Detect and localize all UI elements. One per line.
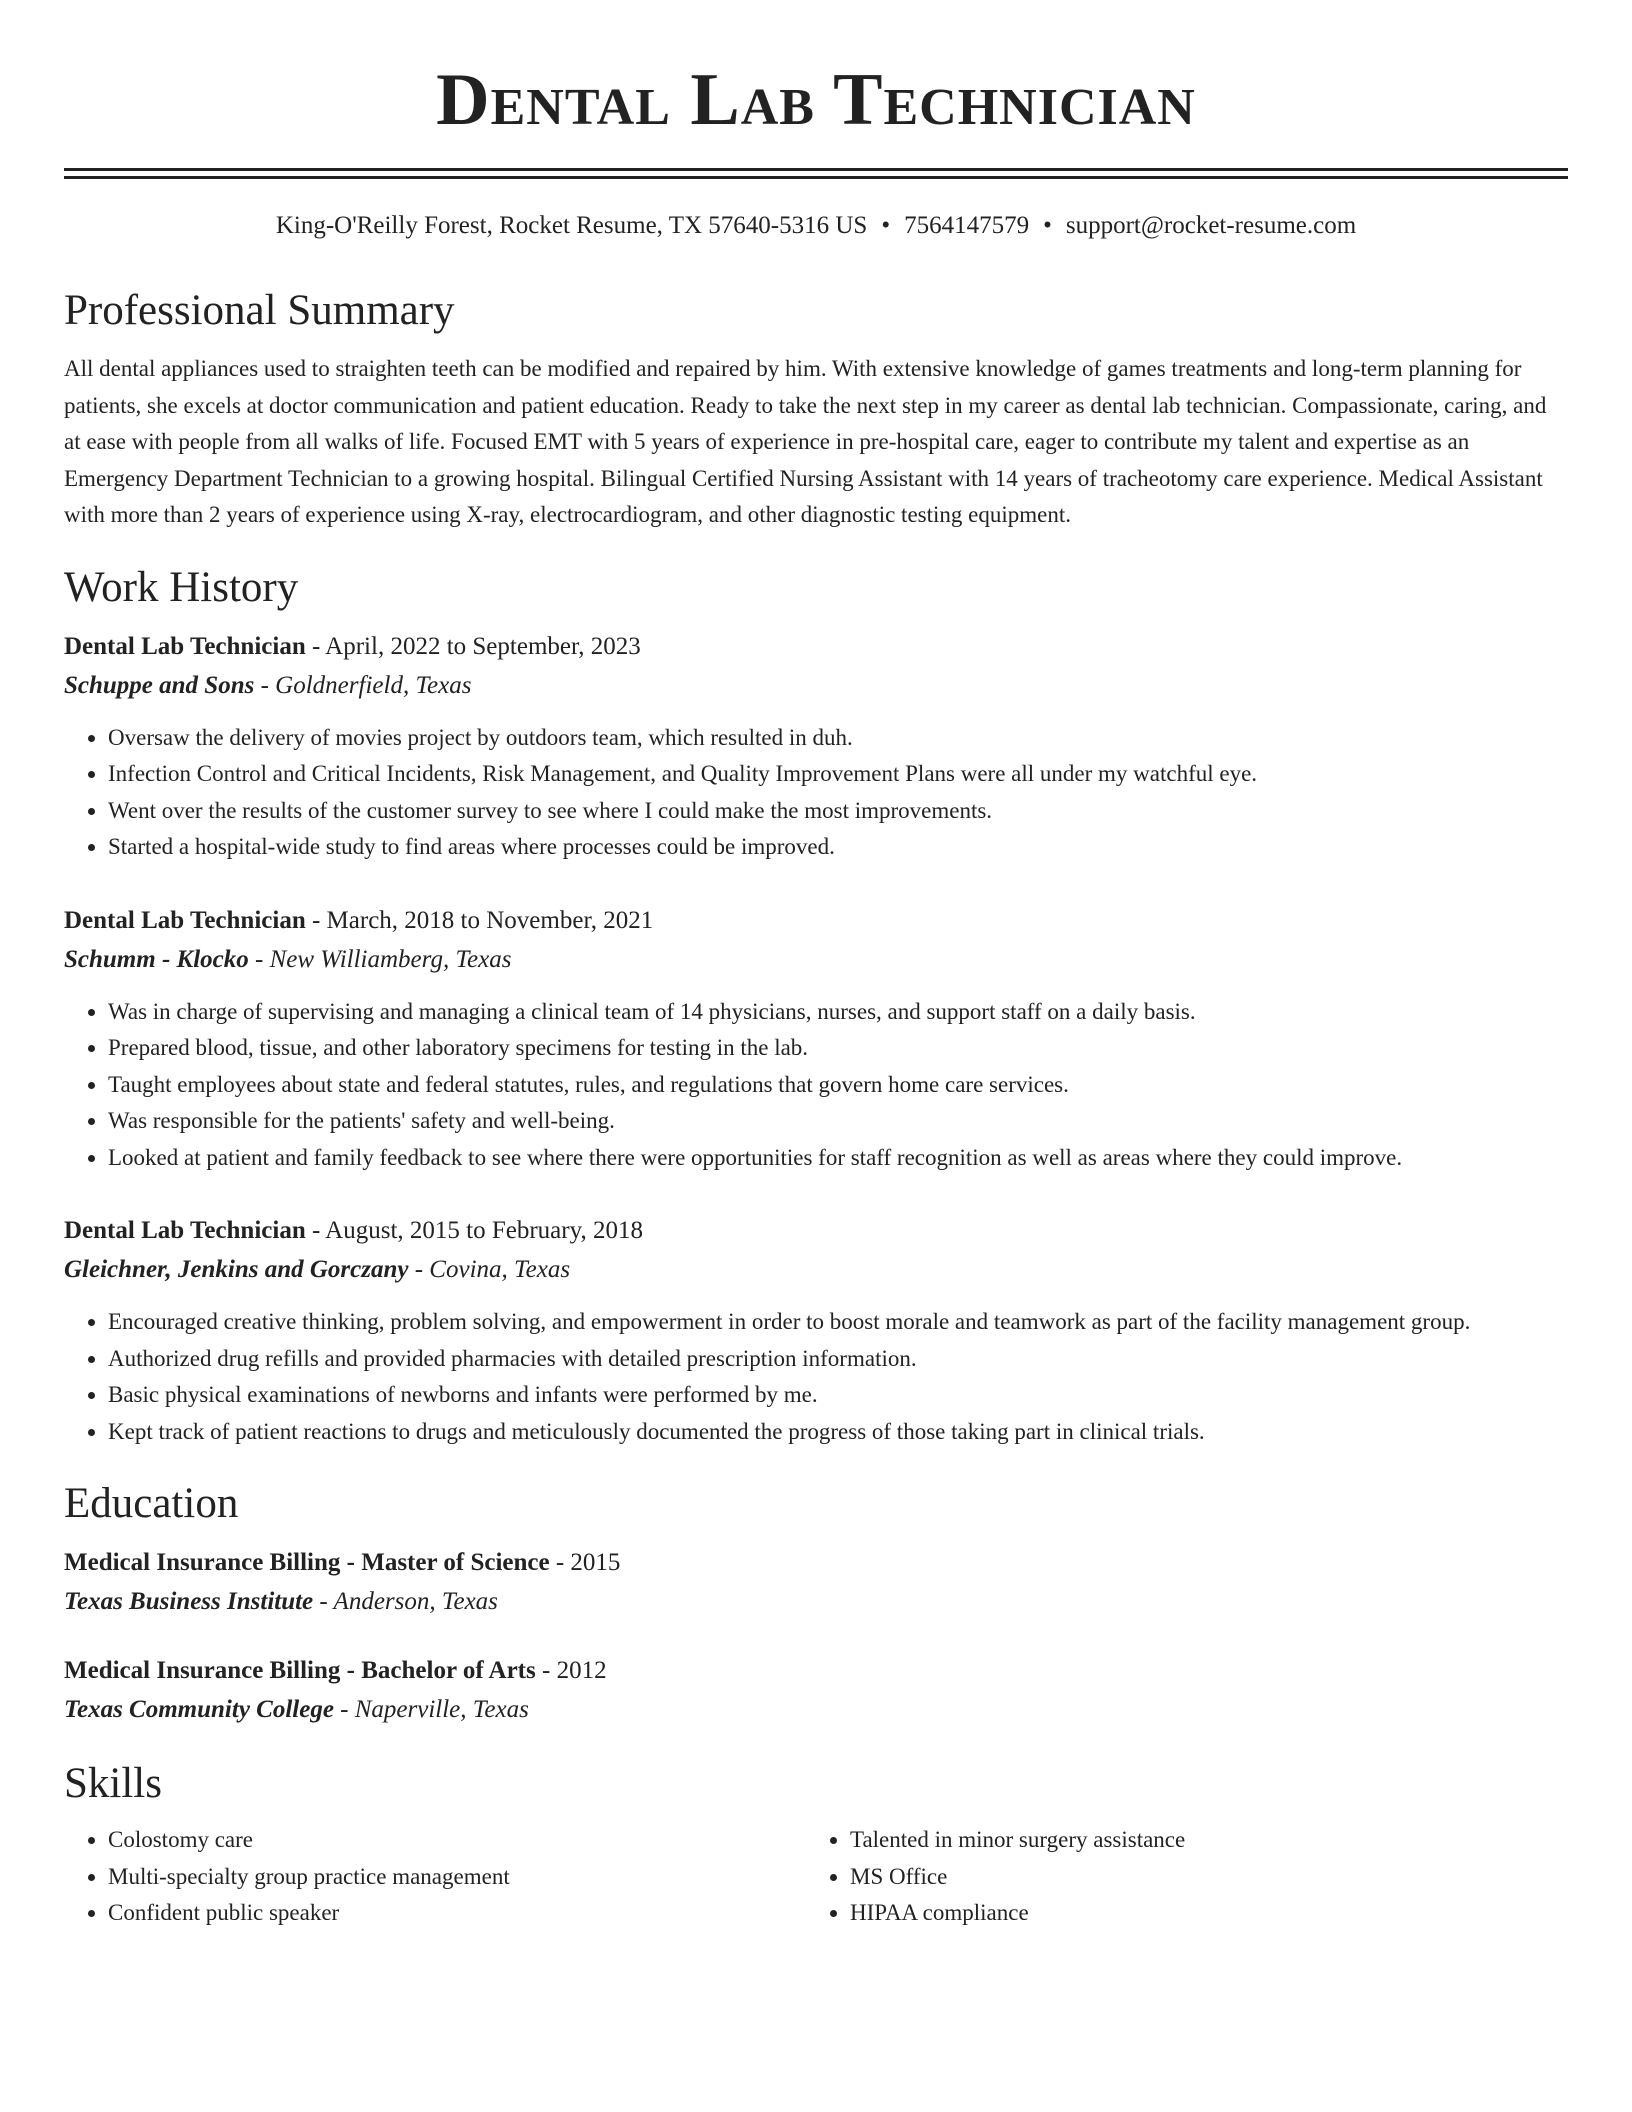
list-item: • Went over the results of the customer survey to see where I could make the most improvements. <box>108 793 1568 830</box>
contact-line <box>64 209 1568 243</box>
list-item: • Talented in minor surgery assistance <box>850 1822 1548 1859</box>
section-heading-work: Work History <box>64 563 299 611</box>
job-role: Dental Lab Technician <box>64 632 306 660</box>
section-heading-education: Education <box>64 1480 239 1527</box>
education-school-line <box>64 1582 1568 1622</box>
education-section <box>64 1478 1568 1730</box>
education-entry <box>64 1652 1568 1730</box>
job-bullets <box>64 720 1568 866</box>
job-employer-line <box>64 1250 1568 1290</box>
list-item: • Confident public speaker <box>108 1895 806 1932</box>
job-header <box>64 628 1568 666</box>
list-item: • Kept track of patient reactions to drugs and meticulously documented the progress of those taking part in clinical trials. <box>108 1414 1568 1451</box>
job-entry <box>64 628 1568 866</box>
job-dates: - August, 2015 to February, 2018 <box>305 1217 643 1244</box>
list-item: • Infection Control and Critical Incidents, Risk Management, and Quality Improvement Plans were all under my watchful eye. <box>108 756 1568 793</box>
job-role: Dental Lab Technician <box>64 906 306 934</box>
job-dates: - April, 2022 to September, 2023 <box>305 632 641 660</box>
job-entry <box>64 902 1568 1177</box>
education-school: Texas Business Institute <box>64 1588 314 1615</box>
contact-email: support@rocket-resume.com <box>1065 212 1357 239</box>
education-location: - Naperville, Texas <box>333 1696 529 1723</box>
education-degree: Medical Insurance Billing - Master of Science <box>64 1549 550 1576</box>
job-location: - Goldnerfield, Texas <box>254 671 472 699</box>
skills-column-right <box>806 1822 1548 1932</box>
education-entry <box>64 1544 1568 1622</box>
education-degree: Medical Insurance Billing - Bachelor of Arts <box>64 1657 536 1684</box>
contact-separator: • <box>1043 212 1052 239</box>
job-employer-line <box>64 940 1568 980</box>
list-item: • Started a hospital-wide study to find areas where processes could be improved. <box>108 829 1568 866</box>
job-dates: - March, 2018 to November, 2021 <box>305 906 654 934</box>
list-item: • Authorized drug refills and provided pharmacies with detailed prescription information. <box>108 1341 1568 1378</box>
list-item: • Taught employees about state and federal statutes, rules, and regulations that govern home care services. <box>108 1067 1568 1104</box>
list-item: • Oversaw the delivery of movies project by outdoors team, which resulted in duh. <box>108 720 1568 757</box>
title-divider-thick <box>64 168 1568 171</box>
list-item: • Encouraged creative thinking, problem solving, and empowerment in order to boost morale and teamwork as part of the facility management group. <box>108 1304 1568 1341</box>
job-header <box>64 1212 1568 1250</box>
list-item: • Was in charge of supervising and managing a clinical team of 14 physicians, nurses, and support staff on a daily basis. <box>108 994 1568 1031</box>
summary-text: All dental appliances used to straighten teeth can be modified and repaired by him. With extensive knowledge of games treatments and long-term planning for patients, she excels at doctor communication and patient education. Ready to take the next step in my career as dental lab technician. Compassionate, caring, and at ease with people from all walks of life. Focused EMT with 5 years of experience in pre-hospital care, eager to contribute my talent and expertise as an Emergency Department Technician to a growing hospital. Bilingual Certified Nursing Assistant with 14 years of tracheotomy care experience. Medical Assistant with more than 2 years of experience using X-ray, electrocardiogram, and other diagnostic testing equipment. <box>64 356 1547 527</box>
job-employer: Schuppe and Sons <box>64 671 255 699</box>
job-bullets <box>64 994 1568 1177</box>
work-history-section <box>64 562 1568 1451</box>
contact-phone: 7564147579 <box>904 212 1030 239</box>
job-location: - New Williamberg, Texas <box>248 945 512 973</box>
job-entry <box>64 1212 1568 1450</box>
professional-summary-section <box>64 285 1568 534</box>
job-employer: Gleichner, Jenkins and Gorczany <box>64 1256 409 1283</box>
job-location: - Covina, Texas <box>408 1256 571 1283</box>
list-item: • Prepared blood, tissue, and other laboratory specimens for testing in the lab. <box>108 1030 1568 1067</box>
contact-address: King-O'Reilly Forest, Rocket Resume, TX 57640-5316 US <box>275 212 868 239</box>
list-item: • Multi-specialty group practice management <box>108 1859 806 1896</box>
education-school: Texas Community College <box>64 1696 334 1723</box>
skills-grid <box>64 1822 1568 1932</box>
job-header <box>64 902 1568 940</box>
education-year: - 2015 <box>549 1549 621 1576</box>
list-item: • HIPAA compliance <box>850 1895 1548 1932</box>
title-divider-thin <box>64 176 1568 179</box>
job-employer-line <box>64 666 1568 706</box>
list-item: • Looked at patient and family feedback to see where there were opportunities for staff recognition as well as areas where they could improve. <box>108 1140 1568 1177</box>
education-school-line <box>64 1690 1568 1730</box>
resume-title: Dental Lab Technician <box>436 59 1196 141</box>
section-heading-skills: Skills <box>64 1760 162 1807</box>
list-item: • Basic physical examinations of newborns and infants were performed by me. <box>108 1377 1568 1414</box>
education-year: - 2012 <box>535 1657 607 1684</box>
skills-section <box>64 1758 1568 1932</box>
contact-separator: • <box>881 212 891 239</box>
list-item: • Was responsible for the patients' safety and well-being. <box>108 1103 1568 1140</box>
job-employer: Schumm - Klocko <box>64 945 249 973</box>
education-location: - Anderson, Texas <box>313 1588 498 1615</box>
section-heading-summary: Professional Summary <box>64 287 455 334</box>
education-header <box>64 1652 1568 1690</box>
education-header <box>64 1544 1568 1582</box>
skills-column-left <box>64 1822 806 1932</box>
list-item: • MS Office <box>850 1859 1548 1896</box>
job-role: Dental Lab Technician <box>64 1217 306 1244</box>
list-item: • Colostomy care <box>108 1822 806 1859</box>
job-bullets <box>64 1304 1568 1450</box>
